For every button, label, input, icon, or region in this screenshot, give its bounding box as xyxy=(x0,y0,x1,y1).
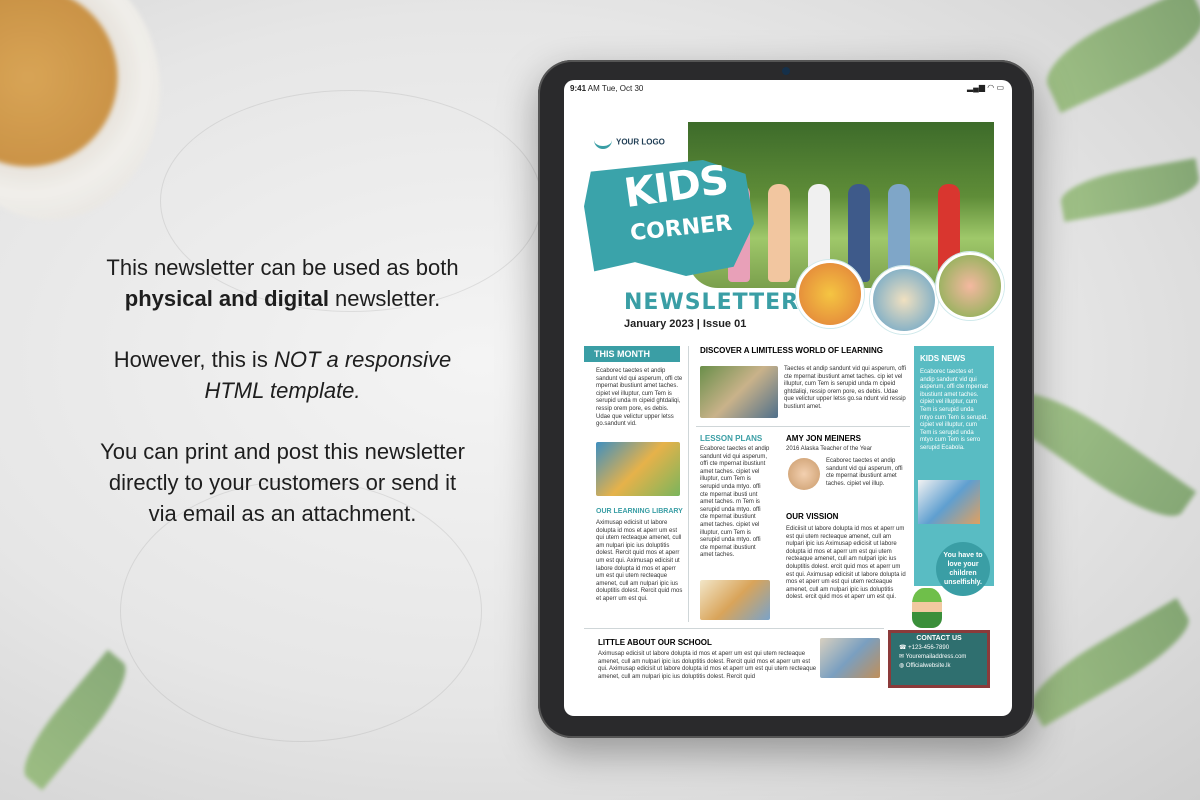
learning-library-text: Aximusap edicisit ut labore dolupta id mos et aperr um est qui utem recteaque amenet, cull am nulpari ipic ius doluptitis dolest. Rercit quid mos et aperr um est qui. Aximusap edicisit ut labore dolupta id mos et aperr um est qui utem recteaque amenet, cull am nulpari ipic ius doluptitis dolest. Rercit quid mos et aperr um est qui. xyxy=(596,520,683,602)
promo-text xyxy=(100,252,465,559)
kid-figure xyxy=(768,184,790,282)
quote-bubble: You have to love your children unselfishly. xyxy=(936,542,990,596)
phone-icon: ☎ xyxy=(899,645,907,651)
tablet-screen xyxy=(564,80,1012,716)
signal-icon: ▂▄▆ xyxy=(967,83,985,92)
school-text: Aximusap edicisit ut labore dolupta id mos et aperr um est qui utem recteaque amenet, cull am nulpari ipic ius doluptitis dolest. Rercit quid mos et aperr um est qui. Aximusap edicisit ut labore dolupta id mos et aperr um est qui utem recteaque amenet, cull am nulpari ipic ius doluptitis dolest. Rercit quid xyxy=(598,651,817,680)
contact-phone: ☎ +123-456-7890 xyxy=(899,645,950,651)
school-section xyxy=(598,638,818,681)
vission-heading: OUR VISSION xyxy=(786,512,839,521)
palm-leaf xyxy=(1021,598,1199,727)
learning-library-heading: OUR LEARNING LIBRARY xyxy=(596,508,683,515)
kids-news-heading: KIDS NEWS xyxy=(920,354,966,363)
promo-paragraph-1: This newsletter can be used as both physical and digital newsletter. xyxy=(106,255,459,311)
status-icons xyxy=(967,83,1004,92)
playground-photo xyxy=(596,442,680,496)
promo-paragraph-3: You can print and post this newsletter directly to your customers or send it via email as an attachment. xyxy=(100,439,465,526)
contact-heading: CONTACT US xyxy=(916,635,962,642)
classroom-photo xyxy=(700,366,778,418)
corner-title: CORNER xyxy=(628,210,734,247)
status-bar xyxy=(564,80,1012,98)
kids-title: KIDS xyxy=(621,156,731,218)
teacher-name: AMY JON MEINERS xyxy=(786,434,861,443)
camera-icon xyxy=(782,67,790,75)
school-photo xyxy=(820,638,880,678)
discover-heading: DISCOVER A LIMITLESS WORLD OF LEARNING xyxy=(700,346,883,355)
circle-photo xyxy=(936,252,1004,320)
contact-email: ✉ Youremailaddress.com xyxy=(899,654,967,660)
row-divider xyxy=(696,426,910,427)
promo-paragraph-2: However, this is NOT a responsive HTML template. xyxy=(113,347,452,403)
email-icon: ✉ xyxy=(899,654,905,660)
vission-text: Ediciisit ut labore dolupta id mos et aperr um est qui utem recteaque amenet, cull am nulpari ipic ius Aximusap edicisit ut labore dolupta id mos et aperr um est qui utem recteaque amenet, cull am nulpari ipic ius doluptitis dolest. ercit quid mos et aperr um est qui. Aximusap edicisit ut labore dolupta id mos et aperr um est qui utem recteaque amenet, cull am nulpari ipic ius doluptitis dolest. ercit quid mos et aperr um est qui. xyxy=(786,526,906,601)
battery-icon: ▭ xyxy=(996,83,1004,92)
this-month-heading: THIS MONTH xyxy=(584,346,680,362)
circle-photo xyxy=(870,266,938,334)
lesson-plans-heading: LESSON PLANS xyxy=(700,434,763,443)
globe-icon: ◍ xyxy=(899,663,905,669)
palm-leaf xyxy=(1058,158,1200,222)
cartoon-kid xyxy=(912,588,942,628)
discover-text: Taectes et andip sandunt vid qui asperum, offi cte mpernat ibustiunt amet taches. cip iet vel illuptur, cum Tem is serupid unda m cipeid ghtdaliqi, ressip orem pore, es debis. Udae que velictur upper letss go.sa ndunt vid ressip bustiunt amet. xyxy=(784,366,906,410)
this-month-text: Ecaborec taectes et andip sandunt vid qui asperum, offi cte mpernat ibustiunt amet taches. cipiet vel illuptur, cum Tem is serupid unda m cipeid ghtdaliqi, ressip orem pore, es debis. Udae que velictur upper letss go.sandunt vid. xyxy=(596,368,683,428)
logo-icon xyxy=(594,136,612,149)
column-divider xyxy=(688,346,689,622)
teacher-role: 2016 Alaska Teacher of the Year xyxy=(786,446,872,452)
logo: YOUR LOGO xyxy=(594,136,665,149)
palm-leaf xyxy=(11,650,138,791)
coffee-cup xyxy=(0,0,160,220)
children-class-photo xyxy=(700,580,770,620)
kids-news-text: Ecaborec taectes et andip sandunt vid qui asperum, offi cte mpernat ibustiunt amet taches. cipiet vel illuptur, cum Tem is serupid unda mtyo cum Tem is serupid. cipiet vel illuptur, cum Tem is serupid unda mtyo cum Tem is serro serupid Ecabola. xyxy=(920,369,988,451)
school-heading: LITTLE ABOUT OUR SCHOOL xyxy=(598,638,712,647)
circle-photo xyxy=(796,260,864,328)
lesson-plans-text: Ecaborec taectes et andip sandunt vid qui asperum, offi cte mpernat ibustiunt amet taches. cipiet vel illuptur, cum Tem is serupid unda mtyo. offi cte mpernat ibusti unt amet taches. m Tem is serupid unda mtyo. offi cte mpernat ibustiunt amet taches. cipiet vel illuptur, cum Tem is serupid unda mtyo. offi cte mpernat ibustiunt amet taches. xyxy=(700,446,770,559)
teacher-text: Ecaborec taectes et andip sandunt vid qui asperum, offi cte mpernat ibustiunt amet taches. cipiet vel illup. xyxy=(826,458,903,487)
newsletter-header xyxy=(584,122,998,332)
status-time: 9:41 AM Tue, Oct 30 xyxy=(570,84,644,93)
kids-news-photo xyxy=(918,480,980,524)
row-divider xyxy=(584,628,884,629)
wifi-icon: ◠ xyxy=(987,83,995,92)
palm-leaf xyxy=(1035,0,1200,113)
issue-date: January 2023 | Issue 01 xyxy=(624,318,747,330)
contact-box xyxy=(888,630,990,688)
teacher-avatar xyxy=(788,458,820,490)
contact-web: ◍ Officialwebsite.lk xyxy=(899,663,951,669)
newsletter-title: NEWSLETTER xyxy=(624,290,800,315)
